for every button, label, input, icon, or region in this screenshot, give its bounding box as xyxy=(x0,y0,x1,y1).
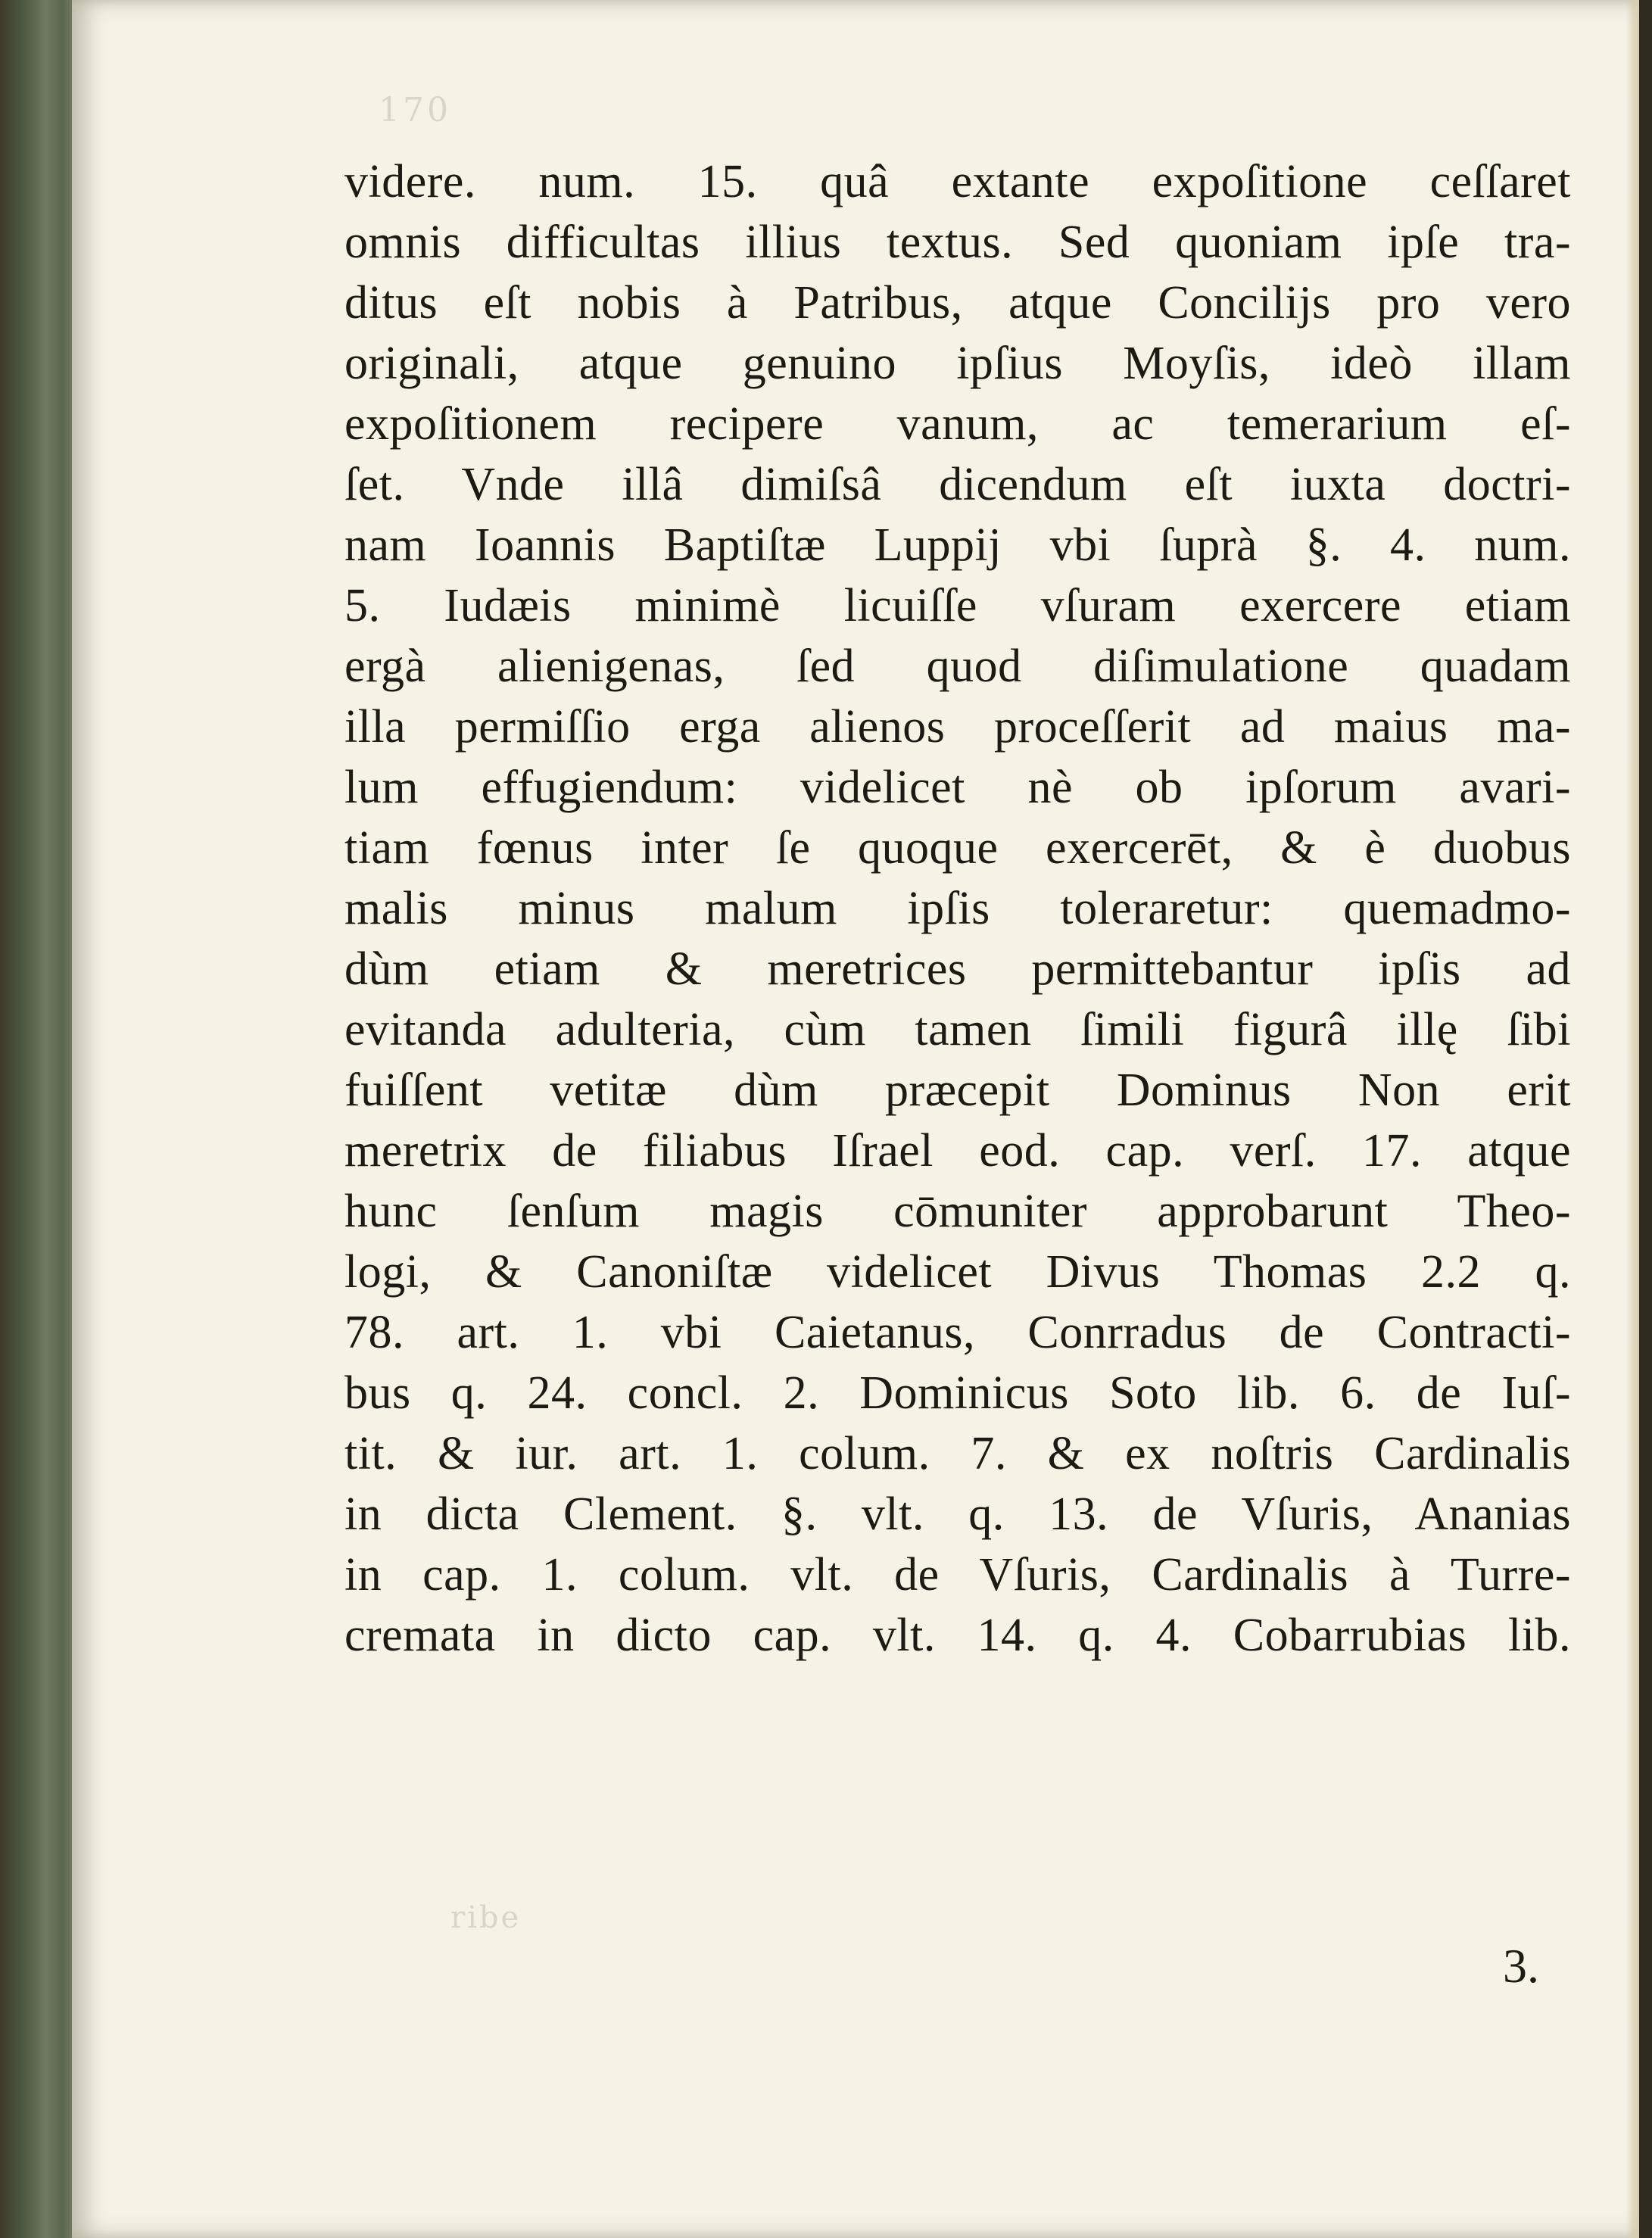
text-line: nam Ioannis Baptiſtæ Luppij vbi ſuprà §. 4. num. xyxy=(344,519,1571,571)
book-edge xyxy=(0,0,83,2238)
catchword: 3. xyxy=(1503,1939,1539,1993)
text-line: evitanda adulteria, cùm tamen ſimili figurâ illę ſibi xyxy=(344,1004,1571,1055)
text-line: cremata in dicto cap. vlt. 14. q. 4. Cobarrubias lib. xyxy=(344,1610,1571,1661)
text-line: logi, & Canoniſtæ videlicet Divus Thomas 2.2 q. xyxy=(344,1246,1571,1298)
text-line: omnis difficultas illius textus. Sed quoniam ipſe tra- xyxy=(344,217,1571,268)
text-block xyxy=(344,151,1571,1666)
text-line: ſet. Vnde illâ dimiſsâ dicendum eſt iuxta doctri- xyxy=(344,459,1571,510)
bleed-through-text: ribe xyxy=(450,1900,522,1935)
text-line: bus q. 24. concl. 2. Dominicus Soto lib. 6. de Iuſ- xyxy=(344,1367,1571,1419)
page-edge-shadow xyxy=(1626,0,1639,2238)
text-line: hunc ſenſum magis cōmuniter approbarunt Theo- xyxy=(344,1186,1571,1237)
text-line: illa permiſſio erga alienos proceſſerit ad maius ma- xyxy=(344,701,1571,753)
text-line: 5. Iudæis minimè licuiſſe vſuram exercere etiam xyxy=(344,580,1571,631)
text-line: ditus eſt nobis à Patribus, atque Concilijs pro vero xyxy=(344,277,1571,329)
text-line: expoſitionem recipere vanum, ac temerarium eſ- xyxy=(344,398,1571,450)
text-line: 78. art. 1. vbi Caietanus, Conrradus de Contracti- xyxy=(344,1307,1571,1358)
text-line: ergà alienigenas, ſed quod diſimulatione quadam xyxy=(344,641,1571,692)
bleed-through-page-number: 170 xyxy=(379,91,451,129)
text-line: in cap. 1. colum. vlt. de Vſuris, Cardinalis à Turre- xyxy=(344,1549,1571,1601)
text-line: malis minus malum ipſis toleraretur: quemadmo- xyxy=(344,883,1571,934)
text-line: dùm etiam & meretrices permittebantur ipſis ad xyxy=(344,943,1571,995)
text-line: tit. & iur. art. 1. colum. 7. & ex noſtris Cardinalis xyxy=(344,1428,1571,1479)
text-line: fuiſſent vetitæ dùm præcepit Dominus Non erit xyxy=(344,1064,1571,1116)
text-line: lum effugiendum: videlicet nè ob ipſorum avari- xyxy=(344,762,1571,813)
text-line: videre. num. 15. quâ extante expoſitione ceſſaret xyxy=(344,156,1571,207)
text-line: originali, atque genuino ipſius Moyſis, ideò illam xyxy=(344,338,1571,389)
text-line: tiam fœnus inter ſe quoque exercerēt, & è duobus xyxy=(344,822,1571,874)
text-line: meretrix de filiabus Iſrael eod. cap. verſ. 17. atque xyxy=(344,1125,1571,1177)
text-line: in dicta Clement. §. vlt. q. 13. de Vſuris, Ananias xyxy=(344,1488,1571,1540)
